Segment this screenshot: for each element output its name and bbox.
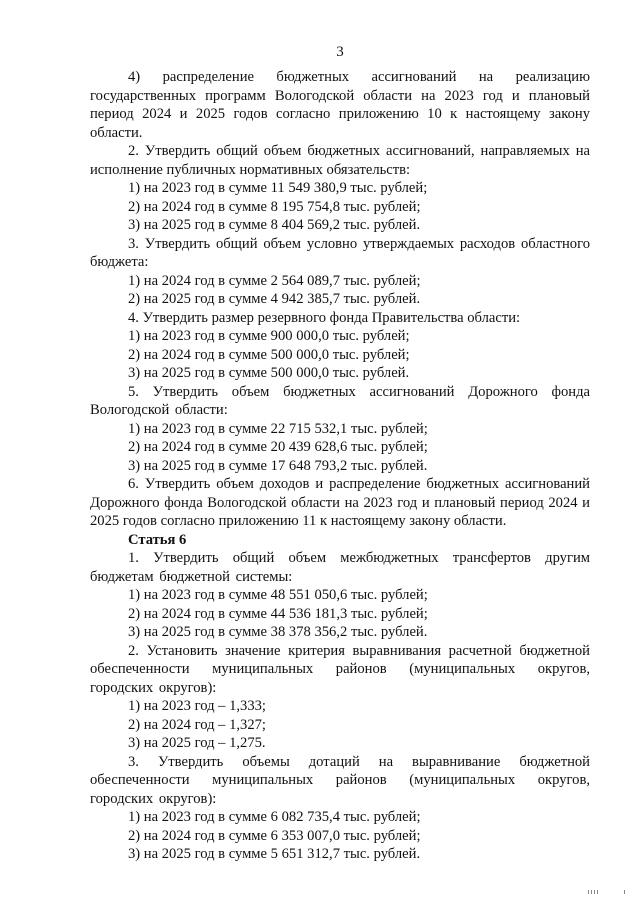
list-item: 2) на 2024 год в сумме 6 353 007,0 тыс. рублей; <box>128 827 421 844</box>
article-title: Статья 6 <box>128 531 187 548</box>
paragraph-reserve-fund: 4. Утвердить размер резервного фонда Правительства области: <box>128 309 521 326</box>
scan-footer-mark <box>588 889 628 897</box>
paragraph-equalization-subsidies: 3. Утвердить объемы дотаций на выравнивание бюджетной обеспеченности муниципальных районов (муниципальных округов, городских округов): <box>90 753 590 807</box>
list-item: 2) на 2024 год в сумме 500 000,0 тыс. рублей; <box>128 346 410 363</box>
list-item: 1) на 2023 год в сумме 11 549 380,9 тыс. рублей; <box>128 180 428 196</box>
list-item: 3) на 2025 год в сумме 38 378 356,2 тыс. рублей. <box>128 624 428 640</box>
list-item: 3) на 2025 год в сумме 8 404 569,2 тыс. рублей. <box>128 217 421 233</box>
document-body <box>90 68 590 864</box>
paragraph-conditional-expenses: 3. Утвердить общий объем условно утверждаемых расходов областного бюджета: <box>90 235 590 270</box>
list-item: 1) на 2023 год в сумме 48 551 050,6 тыс. рублей; <box>128 587 428 603</box>
list-item: 2) на 2024 год в сумме 8 195 754,8 тыс. рублей; <box>128 198 421 215</box>
scan-artifact-icon <box>588 889 628 895</box>
list-item: 3) на 2025 год в сумме 500 000,0 тыс. рублей. <box>128 365 410 381</box>
list-item: 1) на 2023 год в сумме 900 000,0 тыс. рублей; <box>128 328 410 344</box>
paragraph-road-fund-revenue: 6. Утвердить объем доходов и распределение бюджетных ассигнований Дорожного фонда Вологодской области на 2023 год и плановый период 2024 и 2025 годов согласно приложению 11 к настоящему закону области. <box>90 476 590 529</box>
list-item: 3) на 2025 год – 1,275. <box>128 735 266 751</box>
list-item: 1) на 2023 год – 1,333; <box>128 698 266 714</box>
list-item: 3) на 2025 год в сумме 17 648 793,2 тыс. рублей. <box>128 457 428 474</box>
document-page <box>90 0 590 905</box>
list-item: 1) на 2024 год в сумме 2 564 089,7 тыс. рублей; <box>128 272 421 289</box>
paragraph-road-fund: 5. Утвердить объем бюджетных ассигнований Дорожного фонда Вологодской области: <box>90 383 590 418</box>
paragraph-interbudget-transfers: 1. Утвердить общий объем межбюджетных трансфертов другим бюджетам бюджетной системы: <box>90 550 590 585</box>
list-item: 1) на 2023 год в сумме 22 715 532,1 тыс. рублей; <box>128 420 428 437</box>
list-item: 2) на 2024 год в сумме 44 536 181,3 тыс. рублей; <box>128 605 428 622</box>
list-item: 2) на 2024 год – 1,327; <box>128 716 266 733</box>
list-item: 2) на 2025 год в сумме 4 942 385,7 тыс. рублей. <box>128 291 421 307</box>
paragraph-program-allocation: 4) распределение бюджетных ассигнований на реализацию государственных программ Вологодской области на 2023 год и плановый период 2024 и 2025 годов согласно приложению 10 к настоящему закону области. <box>90 69 590 141</box>
paragraph-equalization-criterion: 2. Установить значение критерия выравнивания расчетной бюджетной обеспеченности муниципальных районов (муниципальных округов, городских округов): <box>90 642 590 696</box>
list-item: 1) на 2023 год в сумме 6 082 735,4 тыс. рублей; <box>128 809 421 825</box>
list-item: 3) на 2025 год в сумме 5 651 312,7 тыс. рублей. <box>128 846 421 862</box>
page-number: 3 <box>336 44 344 60</box>
paragraph-public-obligations: 2. Утвердить общий объем бюджетных ассигнований, направляемых на исполнение публичных нормативных обязательств: <box>90 143 590 178</box>
list-item: 2) на 2024 год в сумме 20 439 628,6 тыс. рублей; <box>128 439 428 455</box>
